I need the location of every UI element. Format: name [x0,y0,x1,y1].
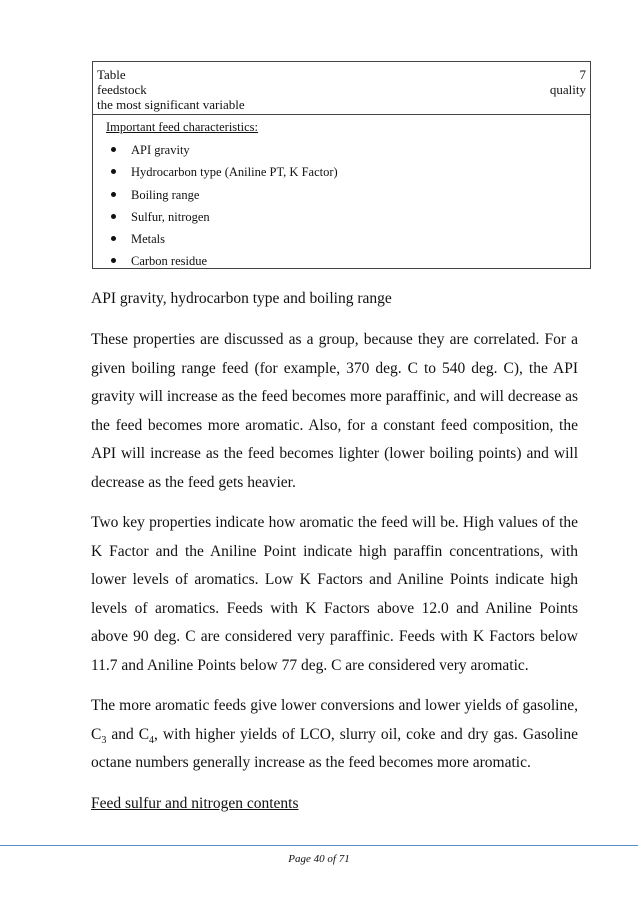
list-item [106,161,590,183]
paragraph-properties: These properties are discussed as a group, because they are correlated. For a given boiling range feed (for example, 370 deg. C to 540 deg. C), the API gravity will increase as the feed becomes more paraffinic, and will decrease as the feed becomes more aromatic. Also, for a constant feed composition, the API will increase as the feed becomes lighter (lower boiling points) and will decrease as the feed gets heavier. [91,331,578,491]
footer-divider [0,845,638,846]
bullet-icon [111,258,116,263]
table-caption-line-3: the most significant variable [97,97,245,112]
table-number: 7 [579,67,586,82]
bullet-icon [111,236,116,241]
list-item-text: API gravity [131,143,190,157]
list-item-text: Carbon residue [131,254,208,269]
paragraph-text: , with higher yields of LCO, slurry oil, coke and dry gas. Gasoline octane numbers generally increase as the feed becomes more aromatic. [91,725,578,771]
subsection-heading: Feed sulfur and nitrogen contents [91,794,299,812]
bullet-icon [111,169,116,174]
list-item-text: Sulfur, nitrogen [131,209,210,224]
list-item [106,250,590,272]
list-item-text: Boiling range [131,187,200,202]
subscript: 3 [101,734,107,746]
body-content [91,285,578,818]
page-number: Page 40 of 71 [288,853,350,865]
bullet-icon [111,192,116,197]
list-item [106,139,590,161]
list-item-text: Hydrocarbon type (Aniline PT, K Factor) [131,165,338,180]
table-caption-quality: quality [549,82,586,97]
feed-characteristics-table [92,61,591,269]
section-heading: API gravity, hydrocarbon type and boiling range [91,290,392,307]
bullet-icon [111,214,116,219]
characteristics-heading: Important feed characteristics: [106,120,259,134]
paragraph-aromaticity: Two key properties indicate how aromatic the feed will be. High values of the K Factor and the Aniline Point indicate high paraffin concentrations, with lower levels of aromatics. Low K Factors and Aniline Points indicate high levels of aromatics. Feeds with K Factors above 12.0 and Aniline Points above 90 deg. C are considered very paraffinic. Feeds with K Factors below 11.7 and Aniline Points below 77 deg. C are considered very aromatic. [91,514,578,674]
table-caption-line-2: feedstock [97,82,147,97]
table-label: Table [97,67,126,82]
table-header [93,62,590,115]
bullet-icon [111,147,116,152]
paragraph-text: and C [106,725,150,743]
list-item-text: Metals [131,232,166,247]
subscript: 4 [149,734,155,746]
paragraph-conversion [91,692,578,778]
list-item [106,184,590,206]
list-item [106,228,590,250]
paragraph-text: The more aromatic feeds give lower conversions and lower yields of gasoline, C [91,697,578,743]
table-body [93,115,590,273]
list-item [106,206,590,228]
characteristics-list [106,139,590,273]
